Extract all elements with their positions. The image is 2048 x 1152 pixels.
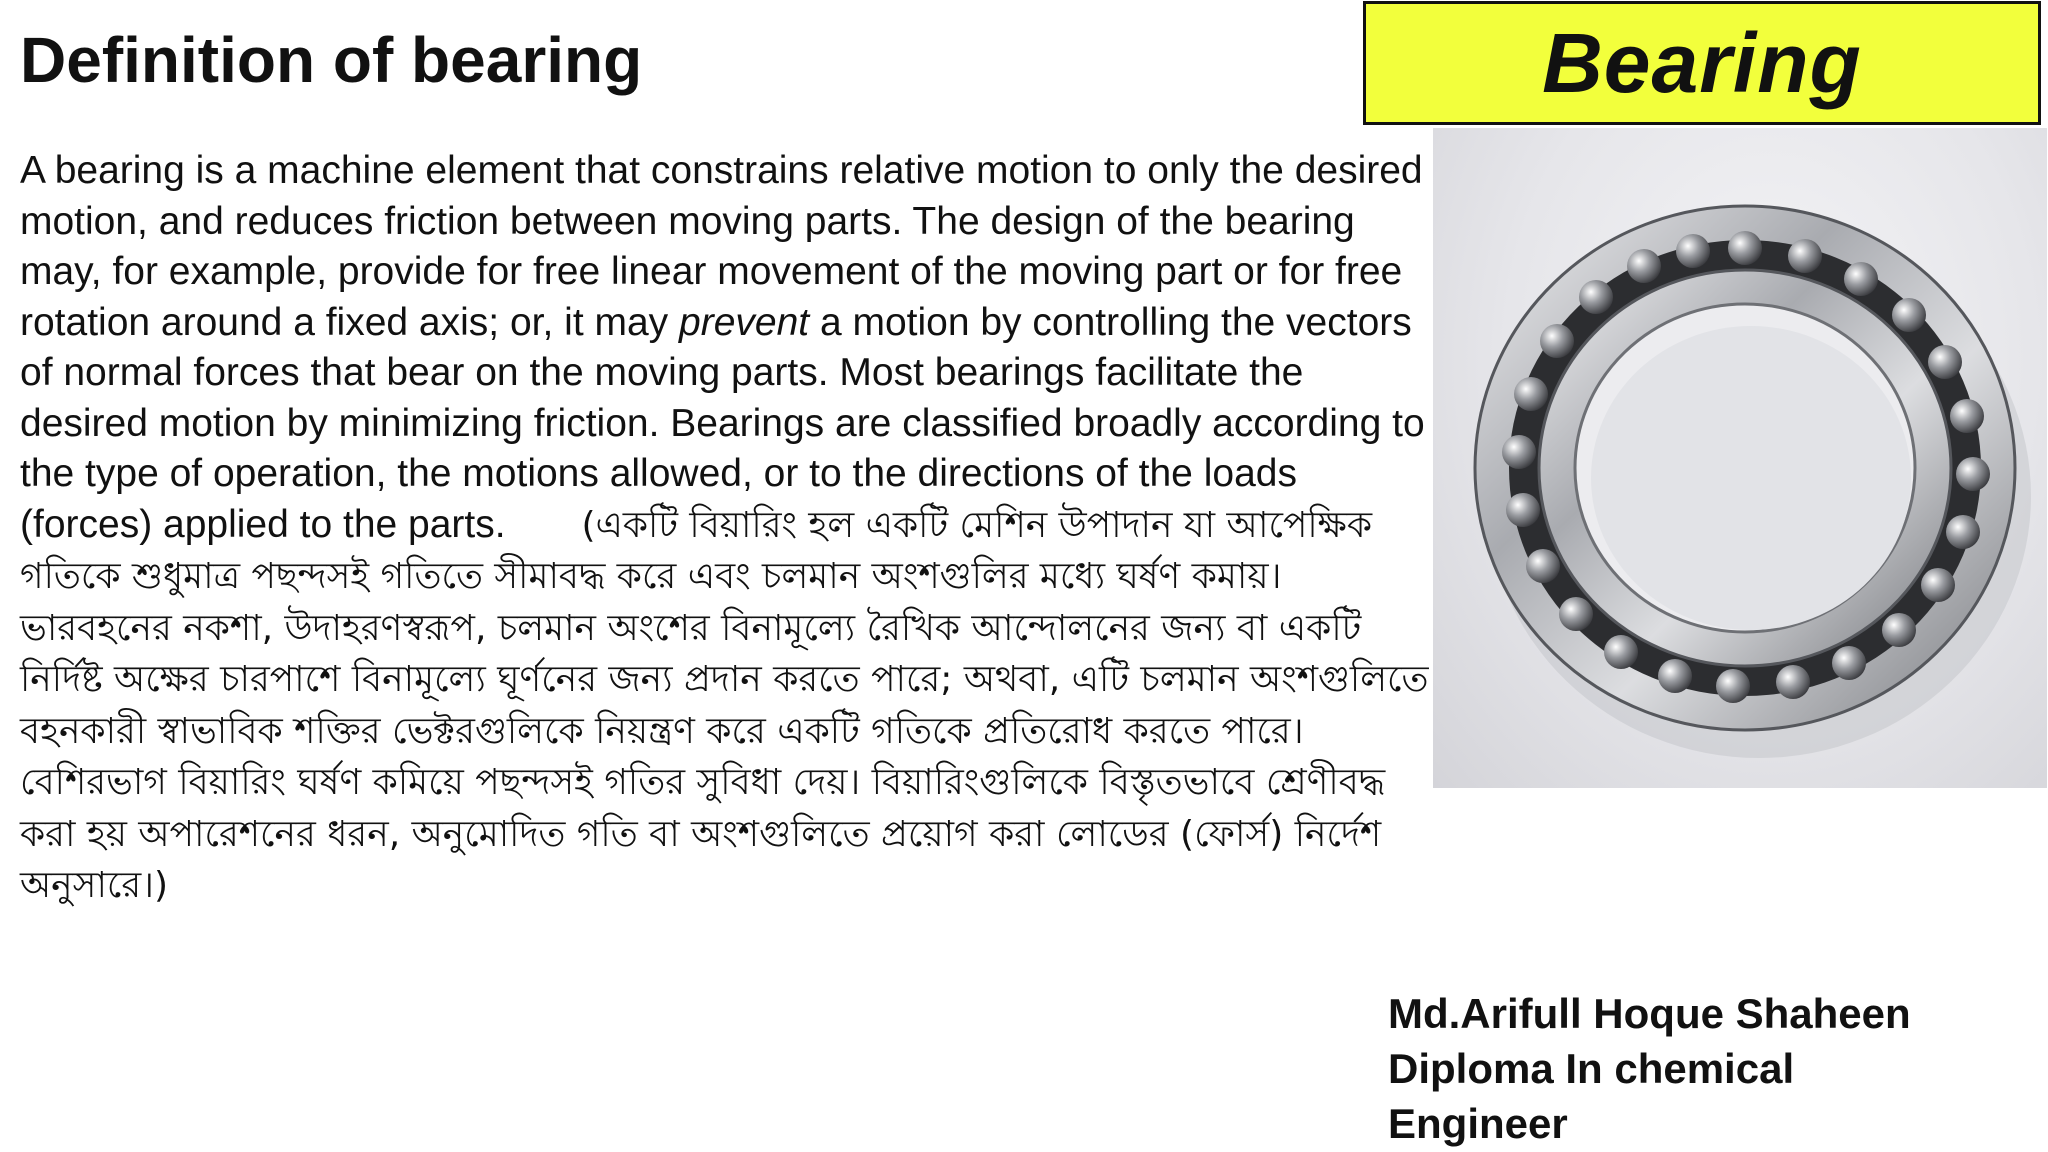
ball-bearing-illustration xyxy=(1433,128,2047,788)
author-credential-cont: Engineer xyxy=(1388,1100,1568,1147)
author-block xyxy=(1388,986,2028,1151)
bearing-photo xyxy=(1433,128,2047,788)
bearing-badge xyxy=(1363,1,2041,125)
definition-paragraph xyxy=(20,146,1430,912)
definition-emphasis: prevent xyxy=(679,300,810,344)
badge-label: Bearing xyxy=(1542,15,1862,110)
author-credential: Diploma In chemical xyxy=(1388,1045,1795,1092)
definition-english-part1: A bearing is a machine element that constrains relative motion to only the desired motion, and reduces friction between moving parts. The design of the bearing may, for example, provide for free linear movement of the moving part or for free rotation around a fixed axis; or, it may xyxy=(20,149,1423,344)
definition-bangla: (একটি বিয়ারিং হল একটি মেশিন উপাদান যা আপেক্ষিক গতিকে শুধুমাত্র পছন্দসই গতিতে সীমাবদ্ধ করে এবং চলমান অংশগুলির মধ্যে ঘর্ষণ কমায়। ভারবহনের নকশা, উদাহরণস্বরূপ, চলমান অংশের বিনামূল্যে রৈখিক আন্দোলনের জন্য বা একটি নির্দিষ্ট অক্ষের চারপাশে বিনামূল্যে ঘূর্ণনের জন্য প্রদান করতে পারে; অথবা, এটি চলমান অংশগুলিতে বহনকারী স্বাভাবিক শক্তির ভেক্টরগুলিকে নিয়ন্ত্রণ করে একটি গতিকে প্রতিরোধ করতে পারে। বেশিরভাগ বিয়ারিং ঘর্ষণ কমিয়ে পছন্দসই গতির সুবিধা দেয়। বিয়ারিংগুলিকে বিস্তৃতভাবে শ্রেণীবদ্ধ করা হয় অপারেশনের ধরন, অনুমোদিত গতি বা অংশগুলিতে প্রয়োগ করা লোডের (ফোর্স) নির্দেশ অনুসারে।) xyxy=(20,504,1429,906)
definition-english-part2: a motion by controlling the vectors of normal forces that bear on the moving parts. Most bearings facilitate the desired motion by minimizing friction. Bearings are classified broadly according to the type of operation, the motions allowed, or to the directions of the loads (forces) applied to the parts. xyxy=(20,300,1425,546)
author-name: Md.Arifull Hoque Shaheen xyxy=(1388,990,1911,1037)
slide-title: Definition of bearing xyxy=(20,24,643,96)
